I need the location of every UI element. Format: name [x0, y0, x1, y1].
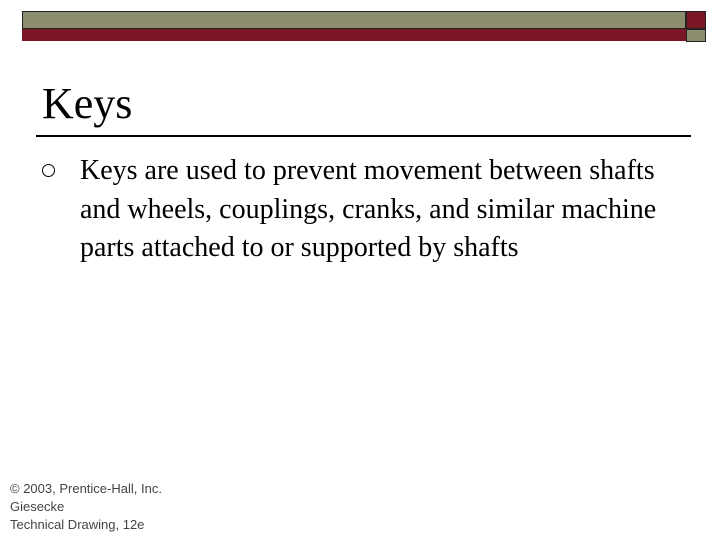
bullet-item: [42, 152, 682, 268]
title-divider: [36, 135, 691, 137]
top-decorative-band: [22, 11, 690, 41]
footer-copyright: © 2003, Prentice-Hall, Inc.: [10, 481, 162, 496]
bullet-text: Keys are used to prevent movement between shafts and wheels, couplings, cranks, and similar machine parts attached to or supported by shafts: [80, 155, 657, 263]
slide-title: Keys: [42, 79, 133, 128]
footer-book-title: Technical Drawing, 12e: [10, 517, 145, 532]
hollow-circle-bullet-icon: [42, 164, 55, 177]
corner-box-maroon: [686, 11, 706, 29]
top-band-maroon-bar: [22, 29, 686, 41]
top-band-olive-bar: [22, 11, 686, 29]
footer-author: Giesecke: [10, 499, 65, 514]
corner-box-olive: [686, 29, 706, 42]
footer-credits: [10, 480, 162, 534]
